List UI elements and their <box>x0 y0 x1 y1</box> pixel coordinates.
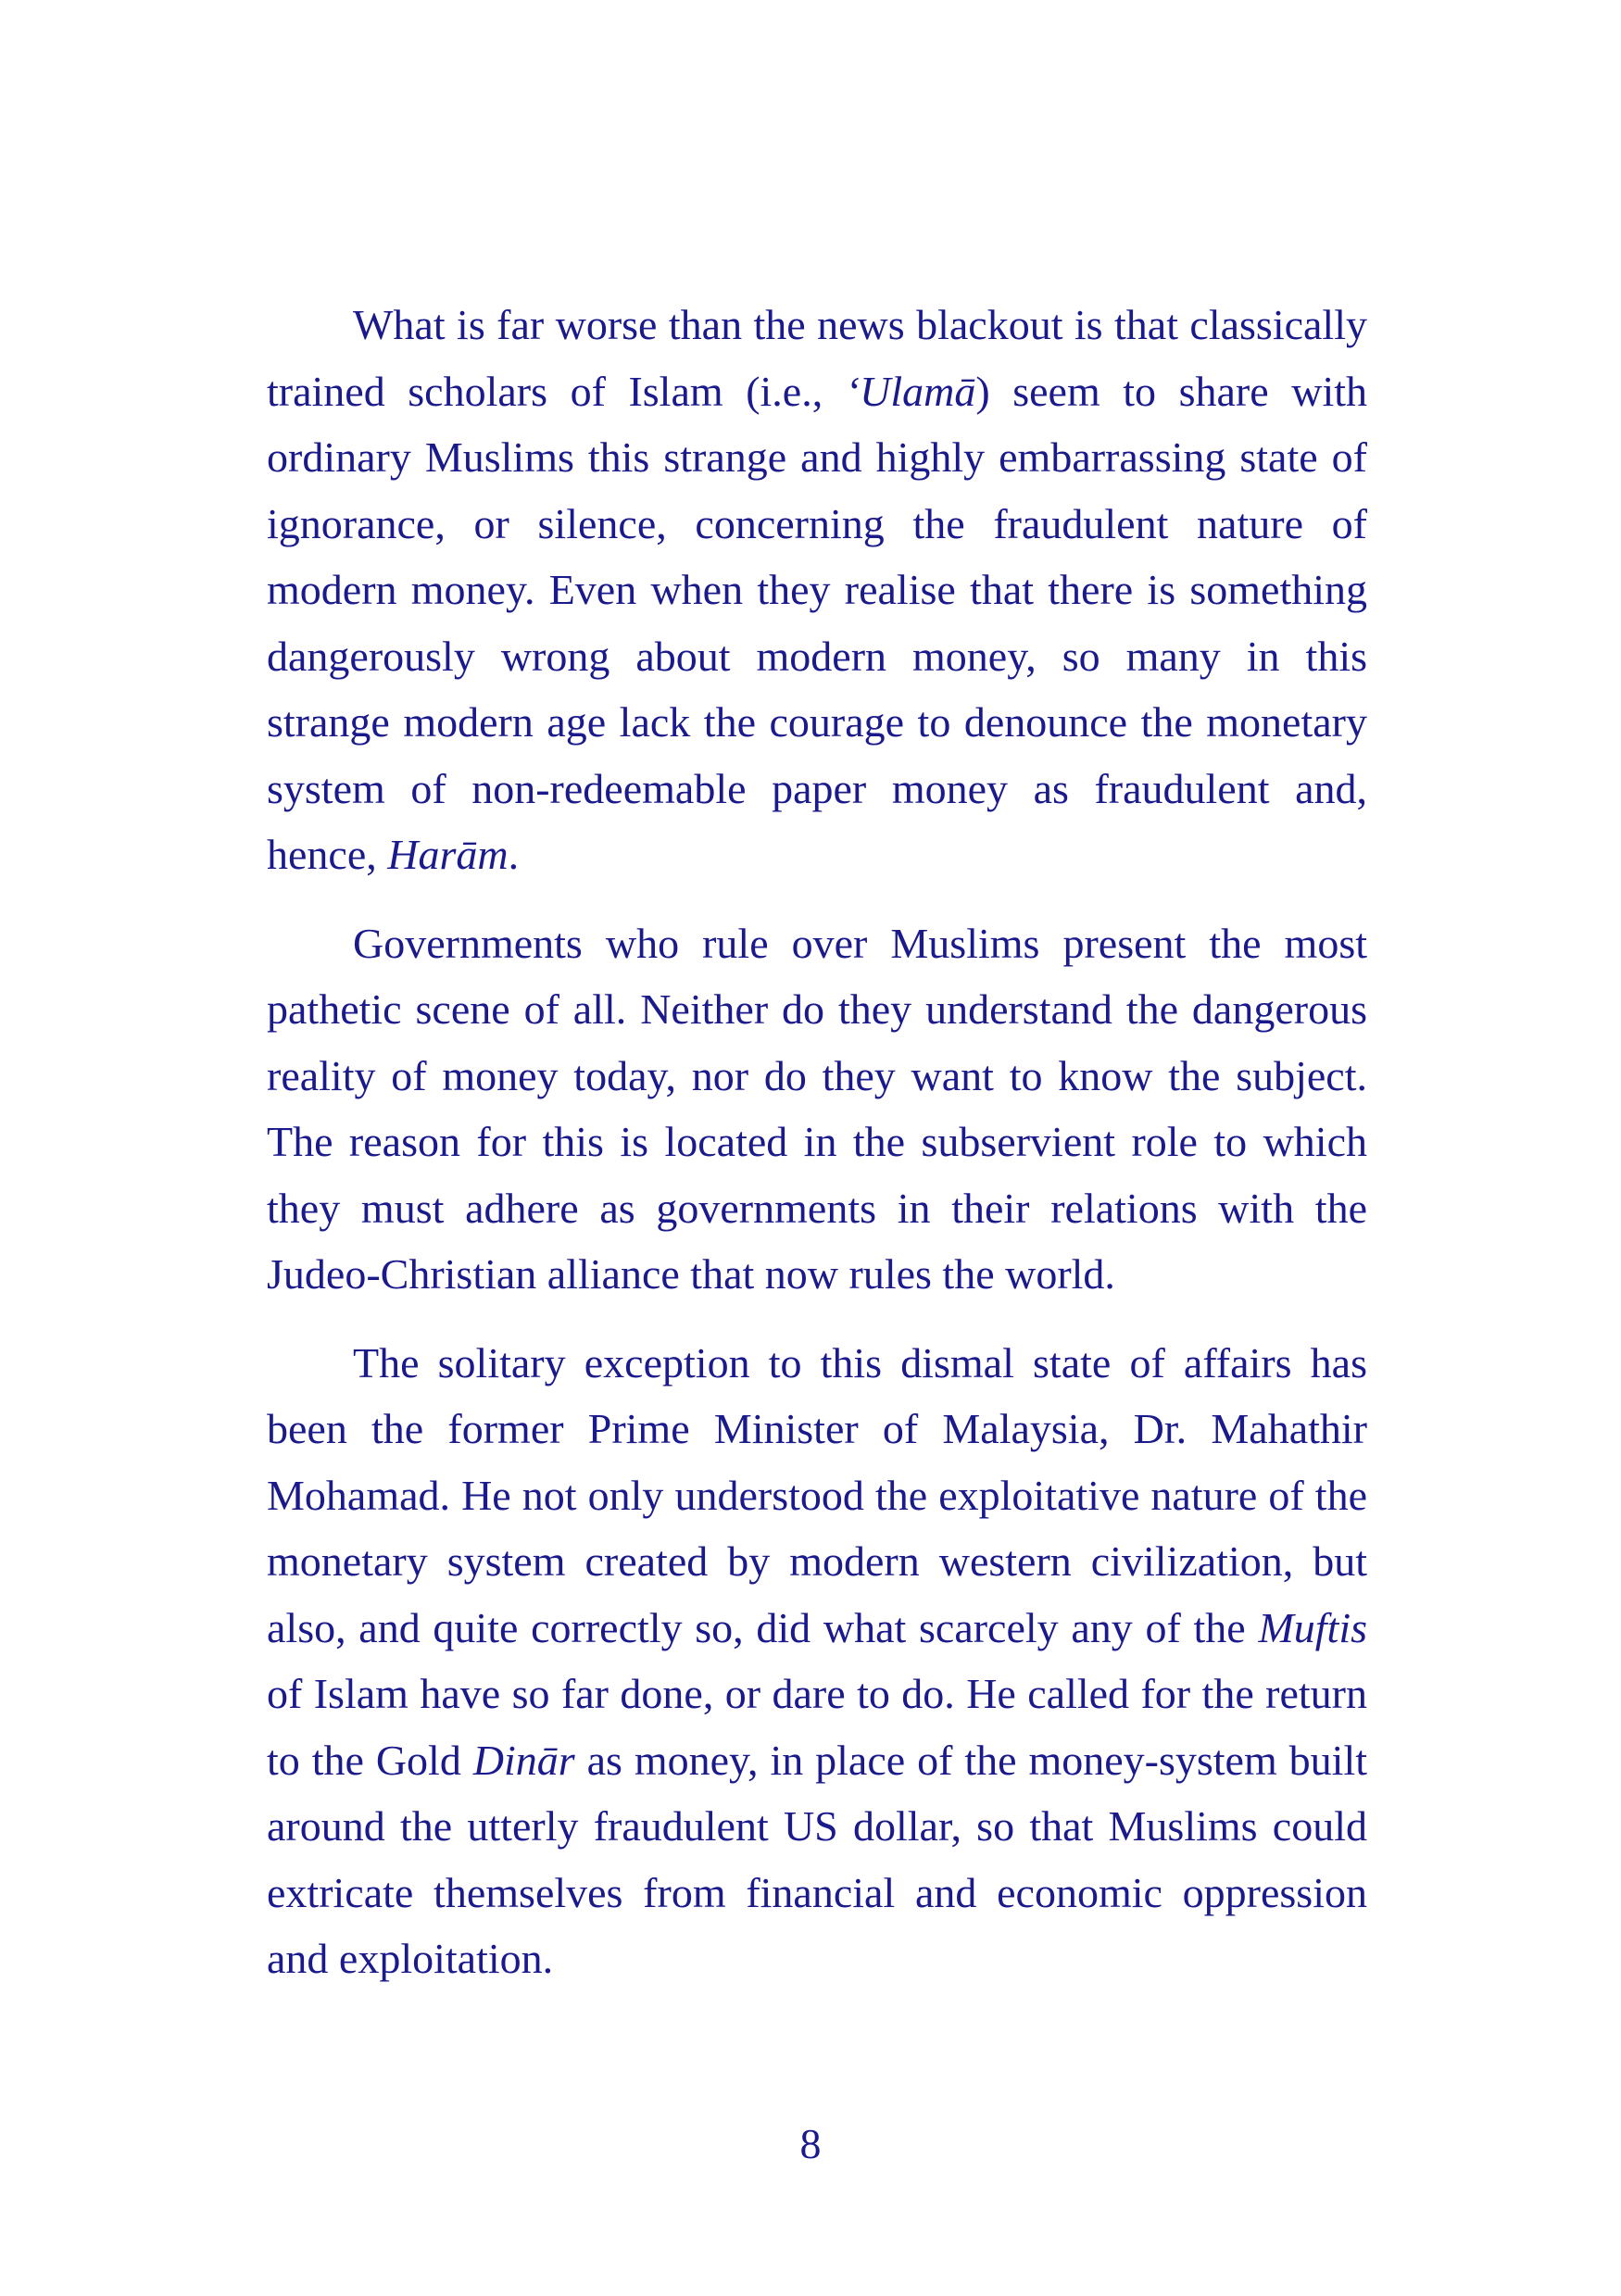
italic-term: ‘Ulamā <box>845 367 976 415</box>
paragraph-text: as money, in place of the money-system built around the utterly fraudulent US dollar, so that Muslims could extricate themselves from financial and economic oppression and exploitation. <box>267 1736 1368 1982</box>
paragraph <box>267 910 1367 1308</box>
paragraph-text: . <box>508 831 520 878</box>
page-body <box>267 292 1367 2014</box>
paragraph <box>267 292 1367 888</box>
italic-term: Muftis <box>1258 1603 1367 1651</box>
italic-term: Harām <box>387 831 509 878</box>
italic-term: Dinār <box>472 1736 575 1784</box>
page-number: 8 <box>799 2120 822 2167</box>
paragraph-text: Governments who rule over Muslims present the most pathetic scene of all. Neither do they understand the dangerous reality of money today, nor do they want to know the subject. The reason for this is located in the subservient role to which they must adhere as governments in their relations with the Judeo-Christian alliance that now rules the world. <box>267 919 1367 1298</box>
paragraph-text: of Islam have so far done, or dare to do. He called for the return to the Gold <box>267 1670 1367 1784</box>
paragraph-text: What is far worse than the news blackout is that classically trained scholars of Islam (i.e., <box>267 301 1367 415</box>
paragraph-text: The solitary exception to this dismal state of affairs has been the former Prime Minister of Malaysia, Dr. Mahathir Mohamad. He not only understood the exploitative nature of the monetary system created by modern western civilization, but also, and quite correctly so, did what scarcely any of the <box>267 1338 1367 1651</box>
paragraph <box>267 1330 1367 1992</box>
paragraph-text: ) seem to share with ordinary Muslims this strange and highly embarrassing state of ignorance, or silence, concerning the fraudulent nature of modern money. Even when they realise that there is something dangerously wrong about modern money, so many in this strange modern age lack the courage to denounce the monetary system of non-redeemable paper money as fraudulent and, hence, <box>267 367 1368 878</box>
